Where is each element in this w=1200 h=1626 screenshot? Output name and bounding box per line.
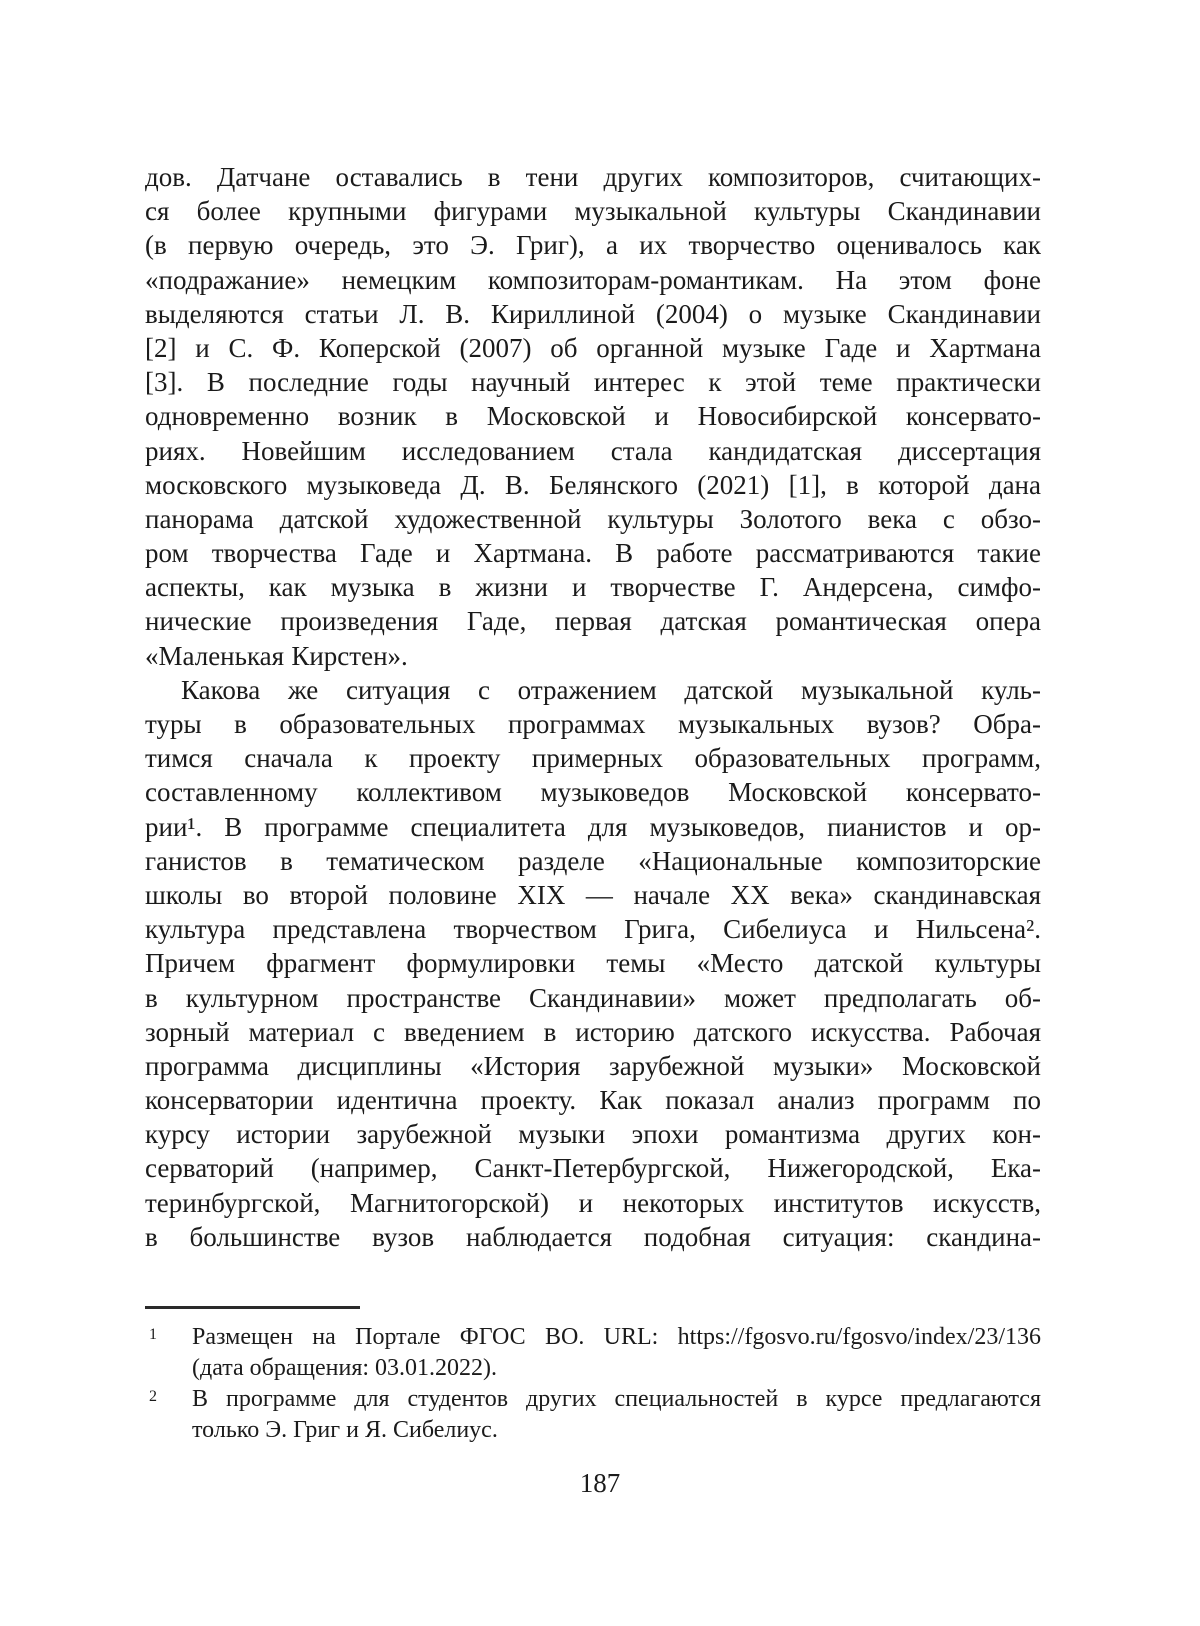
footnote-marker: 2 xyxy=(149,1388,157,1405)
text-line: московского музыковеда Д. В. Белянского (2021) [1], в которой дана xyxy=(145,469,1041,500)
text-line: [3]. В последние годы научный интерес к этой теме практически xyxy=(145,367,1041,398)
text-line: ся более крупными фигурами музыкальной культуры Скандинавии xyxy=(145,196,1041,227)
text-line: аспекты, как музыка в жизни и творчестве Г. Андерсена, симфо- xyxy=(145,572,1041,603)
text-line: в культурном пространстве Скандинавии» может предполагать об- xyxy=(145,982,1041,1013)
text-line: выделяются статьи Л. В. Кириллиной (2004) о музыке Скандинавии xyxy=(145,298,1041,329)
text-line: теринбургской, Магнитогорской) и некоторых институтов искусств, xyxy=(145,1187,1041,1218)
footnote-line: только Э. Григ и Я. Сибелиус. xyxy=(192,1417,498,1443)
text-line: Какова же ситуация с отражением датской музыкальной куль- xyxy=(181,674,1041,705)
text-line: зорный материал с введением в историю датского искусства. Рабочая xyxy=(145,1016,1041,1047)
text-line: нические произведения Гаде, первая датская романтическая опера xyxy=(145,606,1041,637)
footnote-line: Размещен на Портале ФГОС ВО. URL: https://fgosvo.ru/fgosvo/index/23/136 xyxy=(192,1324,1041,1350)
page-number: 187 xyxy=(579,1468,621,1498)
body-text xyxy=(145,160,1041,1254)
text-line: в большинстве вузов наблюдается подобная ситуация: скандина- xyxy=(145,1221,1041,1252)
text-line: школы во второй половине XIX — начале XX века» скандинавская xyxy=(145,879,1041,910)
text-line: одновременно возник в Московской и Новосибирской консервато- xyxy=(145,401,1041,432)
page-footer xyxy=(0,1468,1200,1499)
text-line: туры в образовательных программах музыкальных вузов? Обра- xyxy=(145,709,1041,739)
text-line: «подражание» немецким композиторам-романтикам. На этом фоне xyxy=(145,264,1041,295)
footnote xyxy=(145,1384,1041,1446)
text-line: [2] и С. Ф. Коперской (2007) об органной музыке Гаде и Хартмана xyxy=(145,332,1041,363)
text-line: панорама датской художественной культуры Золотого века с обзо- xyxy=(145,503,1041,534)
text-line: рии¹. В программе специалитета для музыковедов, пианистов и ор- xyxy=(145,811,1041,842)
footnote-marker: 1 xyxy=(149,1326,157,1343)
footnote-separator xyxy=(145,1306,360,1309)
footnote-line: В программе для студентов других специальностей в курсе предлагаются xyxy=(192,1386,1041,1412)
text-line: ганистов в тематическом разделе «Национальные композиторские xyxy=(145,845,1041,876)
text-line: составленному коллективом музыковедов Московской консервато- xyxy=(145,777,1041,808)
text-line: программа дисциплины «История зарубежной музыки» Московской xyxy=(145,1050,1041,1081)
text-line: тимся сначала к проекту примерных образовательных программ, xyxy=(145,743,1041,774)
text-line: курсу истории зарубежной музыки эпохи романтизма других кон- xyxy=(145,1119,1041,1150)
text-line: дов. Датчане оставались в тени других композиторов, считающих- xyxy=(145,162,1041,192)
text-line: ром творчества Гаде и Хартмана. В работе рассматриваются такие xyxy=(145,538,1041,569)
paragraph xyxy=(145,673,1041,1254)
text-line: консерватории идентична проекту. Как показал анализ программ по xyxy=(145,1085,1041,1116)
text-line: (в первую очередь, это Э. Григ), а их творчество оценивалось как xyxy=(145,230,1041,261)
text-line: культура представлена творчеством Грига, Сибелиуса и Нильсена². xyxy=(145,914,1041,945)
text-line: серваторий (например, Санкт-Петербургской, Нижегородской, Ека- xyxy=(145,1153,1041,1184)
footnote xyxy=(145,1322,1041,1384)
paragraph xyxy=(145,160,1041,673)
footnotes xyxy=(145,1322,1041,1446)
text-line: Причем фрагмент формулировки темы «Место датской культуры xyxy=(145,948,1041,979)
text-line: риях. Новейшим исследованием стала кандидатская диссертация xyxy=(145,435,1041,466)
footnote-line: (дата обращения: 03.01.2022). xyxy=(192,1355,498,1381)
text-line: «Маленькая Кирстен». xyxy=(145,640,408,671)
